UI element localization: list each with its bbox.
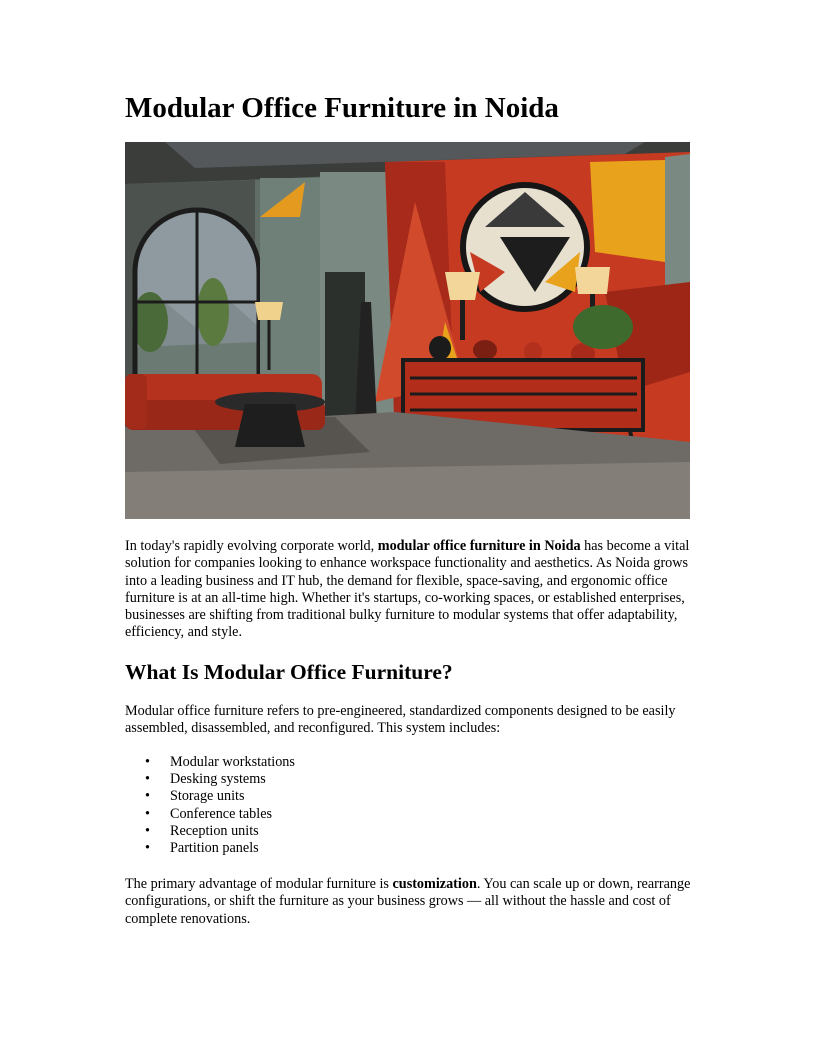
list-item: • Conference tables xyxy=(125,806,295,823)
hero-image xyxy=(125,142,690,519)
advantage-text-start: The primary advantage of modular furniture is xyxy=(125,876,393,892)
definition-paragraph: Modular office furniture refers to pre-engineered, standardized components designed to be easily assembled, disassembled, and reconfigured. This system includes: xyxy=(125,703,676,737)
advantage-keyword: customization xyxy=(392,876,477,892)
list-item: • Modular workstations xyxy=(125,754,295,771)
list-item: • Reception units xyxy=(125,823,295,840)
intro-text-end: has become a vital solution for companies looking to enhance workspace functionality and aesthetics. As Noida grows into a leading business and IT hub, the demand for flexible, space-saving, and ergonomic office furniture is at an all-time high. Whether it's startups, co-working spaces, or established enterprises, businesses are shifting from traditional bulky furniture to modular systems that offer adaptability, efficiency, and style. xyxy=(125,538,690,641)
page-title: Modular Office Furniture in Noida xyxy=(125,92,559,124)
intro-text-start: In today's rapidly evolving corporate world, xyxy=(125,538,378,554)
advantage-paragraph xyxy=(125,876,691,928)
list-item: • Desking systems xyxy=(125,771,295,788)
section-heading: What Is Modular Office Furniture? xyxy=(125,660,453,684)
advantage-text-end: . You can scale up or down, rearrange configurations, or shift the furniture as your business grows — all without the hassle and cost of complete renovations. xyxy=(125,876,691,927)
components-list xyxy=(125,754,295,857)
intro-keyword: modular office furniture in Noida xyxy=(377,538,581,554)
list-item: • Storage units xyxy=(125,788,295,805)
list-item: • Partition panels xyxy=(125,840,295,857)
intro-paragraph xyxy=(125,538,691,642)
